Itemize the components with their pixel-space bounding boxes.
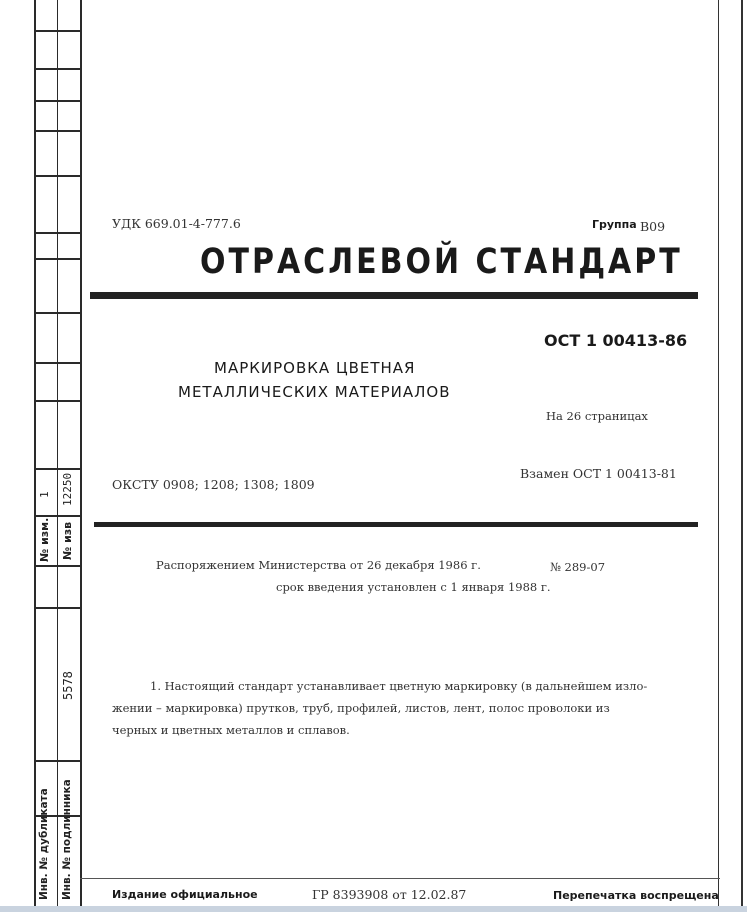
standard-title: ОТРАСЛЕВОЙ СТАНДАРТ: [200, 242, 683, 283]
margin-podl-label: Инв. № подлинника: [61, 779, 73, 900]
header-rule: [90, 292, 698, 299]
margin-izv-label: № изв: [61, 521, 74, 560]
footer-edition: Издание официальное: [112, 888, 258, 901]
margin-tick: [34, 312, 82, 314]
margin-izm-label: № изм.: [38, 517, 51, 562]
order-line1: Распоряжением Министерства от 26 декабря 1986 г.: [156, 558, 481, 572]
document-number: ОСТ 1 00413-86: [544, 331, 688, 350]
margin-tick: [34, 232, 82, 234]
viewer-bottom-bar: [0, 906, 747, 912]
document-name-line2: МЕТАЛЛИЧЕСКИХ МАТЕРИАЛОВ: [178, 383, 451, 401]
margin-tick: [34, 258, 82, 260]
page-count: На 26 страницах: [546, 409, 648, 423]
margin-line: [80, 0, 82, 912]
margin-tick: [34, 175, 82, 177]
footer-rule: [80, 878, 720, 879]
margin-izv-no: 12250: [61, 472, 74, 506]
udk-code: УДК 669.01-4-777.6: [112, 216, 241, 231]
margin-tick: [34, 362, 82, 364]
margin-tick: [34, 130, 82, 132]
margin-tick: [34, 30, 82, 32]
margin-tick: [34, 400, 82, 402]
group-value: В09: [640, 219, 666, 234]
body-paragraph-line2: жении – маркировка) прутков, труб, профилей, листов, лент, полос проволоки из: [112, 701, 610, 715]
body-paragraph-line3: черных и цветных металлов и сплавов.: [112, 723, 350, 737]
footer-reprint-notice: Перепечатка воспрещена: [553, 889, 719, 902]
margin-tick: [34, 68, 82, 70]
margin-dubl-label: Инв. № дубликата: [38, 788, 50, 900]
margin-tick: [34, 565, 82, 567]
page-edge-line: [741, 0, 743, 912]
oksty-codes: ОКСТУ 0908; 1208; 1308; 1809: [112, 477, 315, 492]
page-edge-line: [718, 0, 719, 912]
margin-line: [34, 0, 36, 912]
group-label: Группа: [592, 218, 637, 231]
margin-tick: [34, 760, 82, 762]
margin-line: [57, 0, 58, 912]
order-line2: срок введения установлен с 1 января 1988 г.: [276, 580, 551, 594]
document-rule: [94, 522, 698, 527]
margin-orig-no: 5578: [61, 671, 75, 700]
footer-registration: ГР 8393908 от 12.02.87: [312, 887, 467, 902]
document-name-line1: МАРКИРОВКА ЦВЕТНАЯ: [214, 359, 416, 377]
order-number: № 289-07: [550, 560, 606, 574]
body-paragraph-line1: 1. Настоящий стандарт устанавливает цветную маркировку (в дальнейшем изло-: [150, 679, 648, 693]
margin-tick: [34, 607, 82, 609]
margin-tick: [34, 100, 82, 102]
replaces-standard: Взамен ОСТ 1 00413-81: [520, 466, 677, 481]
margin-change-no: 1: [38, 491, 51, 498]
margin-tick: [34, 468, 82, 470]
